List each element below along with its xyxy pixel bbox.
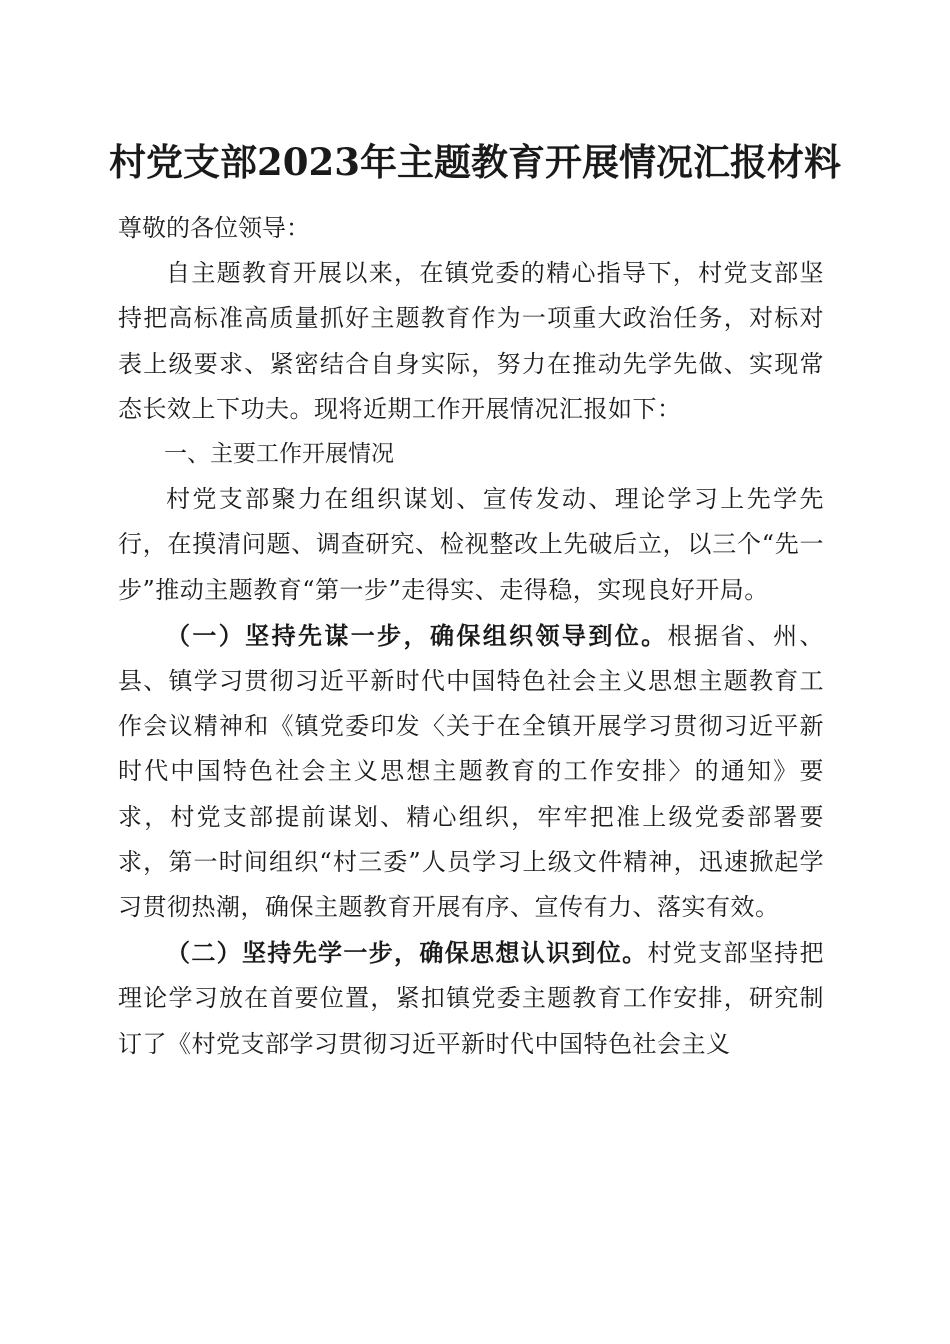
item-lead: （二）坚持先学一步，确保思想认识到位。: [166, 938, 648, 968]
intro-paragraph: 自主题教育开展以来，在镇党委的精心指导下，村党支部坚持把高标准高质量抓好主题教育作为一项重大政治任务，对标对表上级要求、紧密结合自身实际，努力在推动先学先做、实现常态长效上下功夫。现将近期工作开展情况汇报如下：: [118, 259, 824, 423]
item-text: 根据省、州、县、镇学习贯彻习近平新时代中国特色社会主义思想主题教育工作会议精神和《镇党委印发〈关于在全镇开展学习贯彻习近平新时代中国特色社会主义思想主题教育的工作安排〉的通知》要求，村党支部提前谋划、精心组织，牢牢把准上级党委部署要求，第一时间组织“村三委”人员学习上级文件精神，迅速掀起学习贯彻热潮，确保主题教育开展有序、宣传有力、落实有效。: [118, 621, 825, 922]
item-paragraph: [118, 613, 824, 930]
salutation: 尊敬的各位领导：: [118, 214, 310, 242]
item-text: 村党支部坚持把理论学习放在首要位置，紧扣镇党委主题教育工作安排，研究制订了《村党支部学习贯彻习近平新时代中国特色社会主义: [118, 939, 825, 1058]
item-paragraph: [118, 930, 824, 1067]
document-body: [118, 206, 824, 1067]
item-lead: （一）坚持先谋一步，确保组织领导到位。: [166, 620, 668, 650]
section-lead-paragraph: 村党支部聚力在组织谋划、宣传发动、理论学习上先学先行，在摸清问题、调查研究、检视整改上先破后立，以三个“先一步”推动主题教育“第一步”走得实、走得稳，实现良好开局。: [118, 485, 824, 604]
document-title: 村党支部2023年主题教育开展情况汇报材料: [109, 140, 841, 184]
section-heading: 一、主要工作开展情况: [164, 441, 394, 468]
